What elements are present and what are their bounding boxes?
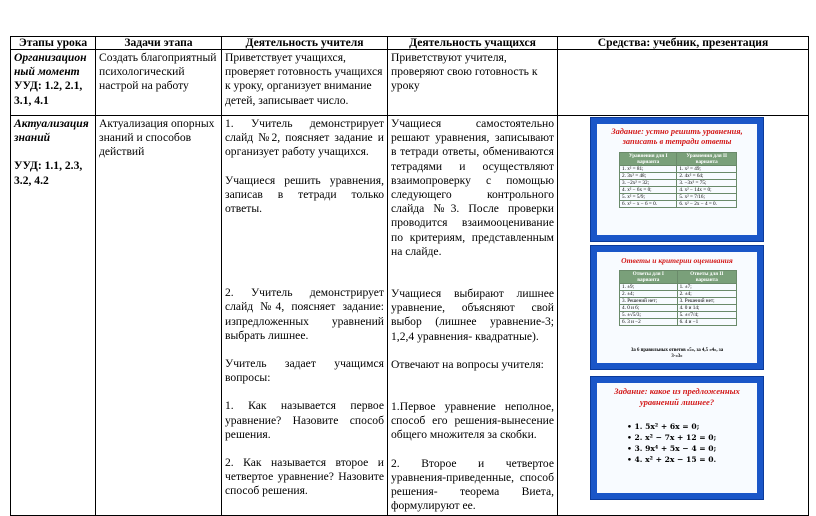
table-cell: 2. ±4; <box>620 291 678 298</box>
header-row <box>11 37 809 50</box>
header-tasks: Задачи этапа <box>96 37 222 50</box>
header-students: Деятельность учащихся <box>388 37 558 50</box>
table-cell: 4. x² − 6x = 0; <box>620 187 677 194</box>
students-paragraph: Учащиеся выбирают лишнее уравнение, объясняют свой выбор (лишнее уравнение-3; 1,2,4 уравнения- квадратные). <box>391 287 554 343</box>
table-cell: 1. ±7; <box>677 284 736 291</box>
equations-table <box>619 152 737 208</box>
column-header: Уравнения для II варианта <box>677 153 737 166</box>
table-cell: 6. 3 и −2 <box>620 319 678 326</box>
list-item: • 2. x² − 7x + 12 = 0; <box>627 433 717 442</box>
students-cell <box>388 116 558 516</box>
task-cell: Создать благоприятный психологический настрой на работу <box>96 50 222 116</box>
stage-title: Актуализация знаний <box>14 117 89 145</box>
table-cell: 4. 0 и 6; <box>620 305 678 312</box>
stage-title: Организационный момент <box>14 51 87 79</box>
table-cell: 5. ±√5/3; <box>620 312 678 319</box>
teacher-paragraph: 2. Учитель демонстрирует слайд №4, поясняет задание: изпредложенных уравнений выбрать лишнее. <box>225 286 384 342</box>
table-cell: 1. x² = 81; <box>620 166 677 173</box>
teacher-cell <box>222 116 388 516</box>
column-header: Ответы для I варианта <box>620 271 678 284</box>
teacher-paragraph: 1. Учитель демонстрирует слайд №2, поясняет задание и организует работу учащихся. <box>225 117 384 159</box>
task-cell: Актуализация опорных знаний и способов действий <box>96 116 222 516</box>
table-cell: 6. x² − 2x − 4 = 0. <box>677 201 737 208</box>
table-cell: 1. ±9; <box>620 284 678 291</box>
tools-cell <box>558 50 809 116</box>
table-cell: 6. 4 и −1 <box>677 319 736 326</box>
equation-list <box>627 421 716 465</box>
slide-4-preview <box>590 376 764 500</box>
header-tools: Средства: учебник, презентация <box>558 37 809 50</box>
table-cell: 5. ±√7/4; <box>677 312 736 319</box>
table-cell: 4. 0 и 14; <box>677 305 736 312</box>
students-paragraph: 2. Второе и четвертое уравнения-приведенные, способ решения- теорема Виета, формулируют ее. <box>391 456 554 513</box>
answers-table <box>619 270 737 326</box>
table-cell: 2. ±4; <box>677 291 736 298</box>
students-paragraph: Учащиеся самостоятельно решают уравнения, записывают в тетради ответы, обмениваются тетрадями и осуществляют взаимопроверку с помощью следующего контрольного слайда №3. После проверки проводится взаимооценивание по критериям, представленным на слайде. <box>391 117 554 258</box>
slide-2-preview <box>590 117 764 242</box>
students-paragraph: Отвечают на вопросы учителя: <box>391 357 544 371</box>
table-cell: 6. x² − x − 6 = 0. <box>620 201 677 208</box>
students-paragraph: 1.Первое уравнение неполное, способ его решения-вынесение общего множителя за скобки. <box>391 400 554 442</box>
teacher-paragraph: 2. Как называется второе и четвертое уравнение? Назовите способ решения. <box>225 456 384 498</box>
teacher-paragraph: 1. Как называется первое уравнение? Назовите способ решения. <box>225 399 384 441</box>
table-cell: 3. Решений нет; <box>620 298 678 305</box>
table-cell: 2. 3x² = 48; <box>620 173 677 180</box>
stage-cell <box>11 50 96 116</box>
stage-cell <box>11 116 96 516</box>
table-cell: 5. x² = 5/9; <box>620 194 677 201</box>
teacher-paragraph: Учащиеся решить уравнения, записав в тетради только ответы. <box>225 173 384 216</box>
table-cell: 3. −2x² = 32; <box>620 180 677 187</box>
slide-3-preview <box>590 245 764 370</box>
teacher-cell: Приветствует учащихся, проверяет готовность учащихся к уроку, организует внимание детей, записывает число. <box>222 50 388 116</box>
column-header: Ответы для II варианта <box>677 271 736 284</box>
slide-title: Задание: какое из предложенных уравнений лишнее? <box>614 386 740 407</box>
students-cell: Приветствуют учителя, проверяют свою готовность к уроку <box>388 50 558 116</box>
table-cell: 2. 4x² = 64; <box>677 173 737 180</box>
header-stages: Этапы урока <box>11 37 96 50</box>
table-cell: 1. x² = 49; <box>677 166 737 173</box>
slide-title: Задание: устно решить уравнения, записать в тетради ответы <box>611 127 743 146</box>
list-item: • 3. 9x⁴ + 5x − 4 = 0; <box>627 444 717 453</box>
table-cell: 5. x² = 7/16; <box>677 194 737 201</box>
table-cell: 3. Решений нет; <box>677 298 736 305</box>
list-item: • 4. x² + 2x − 15 = 0. <box>627 455 717 464</box>
header-teacher: Деятельность учителя <box>222 37 388 50</box>
table-cell: 4. x² − 14x = 0; <box>677 187 737 194</box>
grading-criteria: За 6 правильных ответов «5», за 4,5 «4», за 3-«3» <box>630 348 724 359</box>
slide-title: Ответы и критерии оценивания <box>621 256 733 265</box>
table-row <box>11 50 809 116</box>
stage-uud: УУД: 1.2, 2.1, 3.1, 4.1 <box>14 79 83 107</box>
list-item: • 1. 5x² + 6x = 0; <box>627 422 700 431</box>
table-cell: 3. −3x² = 75; <box>677 180 737 187</box>
teacher-paragraph: Учитель задает учащимся вопросы: <box>225 357 384 385</box>
stage-uud: УУД: 1.1, 2.3, 3.2, 4.2 <box>14 159 83 187</box>
column-header: Уравнения для I варианта <box>620 153 677 166</box>
